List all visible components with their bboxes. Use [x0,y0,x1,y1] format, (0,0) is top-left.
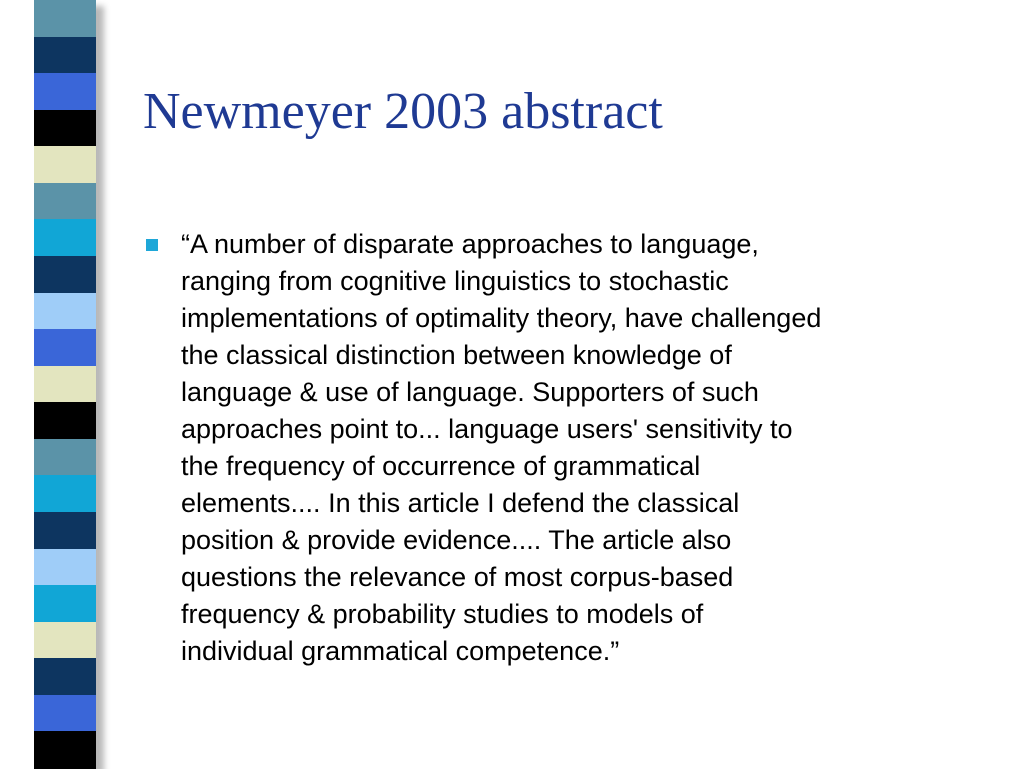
stripe-segment [34,256,96,293]
body-line: “A number of disparate approaches to language, [181,229,759,259]
bullet-list [143,226,1003,670]
body-line: position & provide evidence.... The article also [181,525,732,555]
body-line: ranging from cognitive linguistics to stochastic [181,266,729,296]
stripe-segment [34,183,96,220]
stripe-segment [34,622,96,659]
slide-title: Newmeyer 2003 abstract [143,83,663,140]
square-bullet-icon [146,239,158,251]
stripe-segment [34,731,96,768]
body-line: approaches point to... language users' sensitivity to [181,414,793,444]
stripe-segment [34,37,96,74]
stripe-segment [34,366,96,403]
body-line: elements.... In this article I defend the classical [181,488,740,518]
body-line: language & use of language. Supporters of such [181,377,759,407]
stripe-segment [34,475,96,512]
stripe-segment [34,0,96,37]
stripe-segment [34,695,96,732]
body-line: frequency & probability studies to models of [181,599,704,629]
stripe-segment [34,658,96,695]
stripe-segment [34,110,96,147]
stripe-segment [34,73,96,110]
stripe-segment [34,329,96,366]
stripe-segment [34,439,96,476]
body-line: questions the relevance of most corpus-based [181,562,734,592]
bullet-item [143,226,1003,670]
decorative-stripe-bar [34,0,96,768]
stripe-segment [34,219,96,256]
stripe-segment [34,549,96,586]
stripe-segment [34,512,96,549]
stripe-segment [34,293,96,330]
body-line: the classical distinction between knowledge of [181,340,732,370]
stripe-segment [34,585,96,622]
stripe-segment [34,402,96,439]
body-line: the frequency of occurrence of grammatical [181,451,701,481]
stripe-segment [34,146,96,183]
body-line: implementations of optimality theory, have challenged [181,303,822,333]
body-line: individual grammatical competence.” [181,636,620,666]
